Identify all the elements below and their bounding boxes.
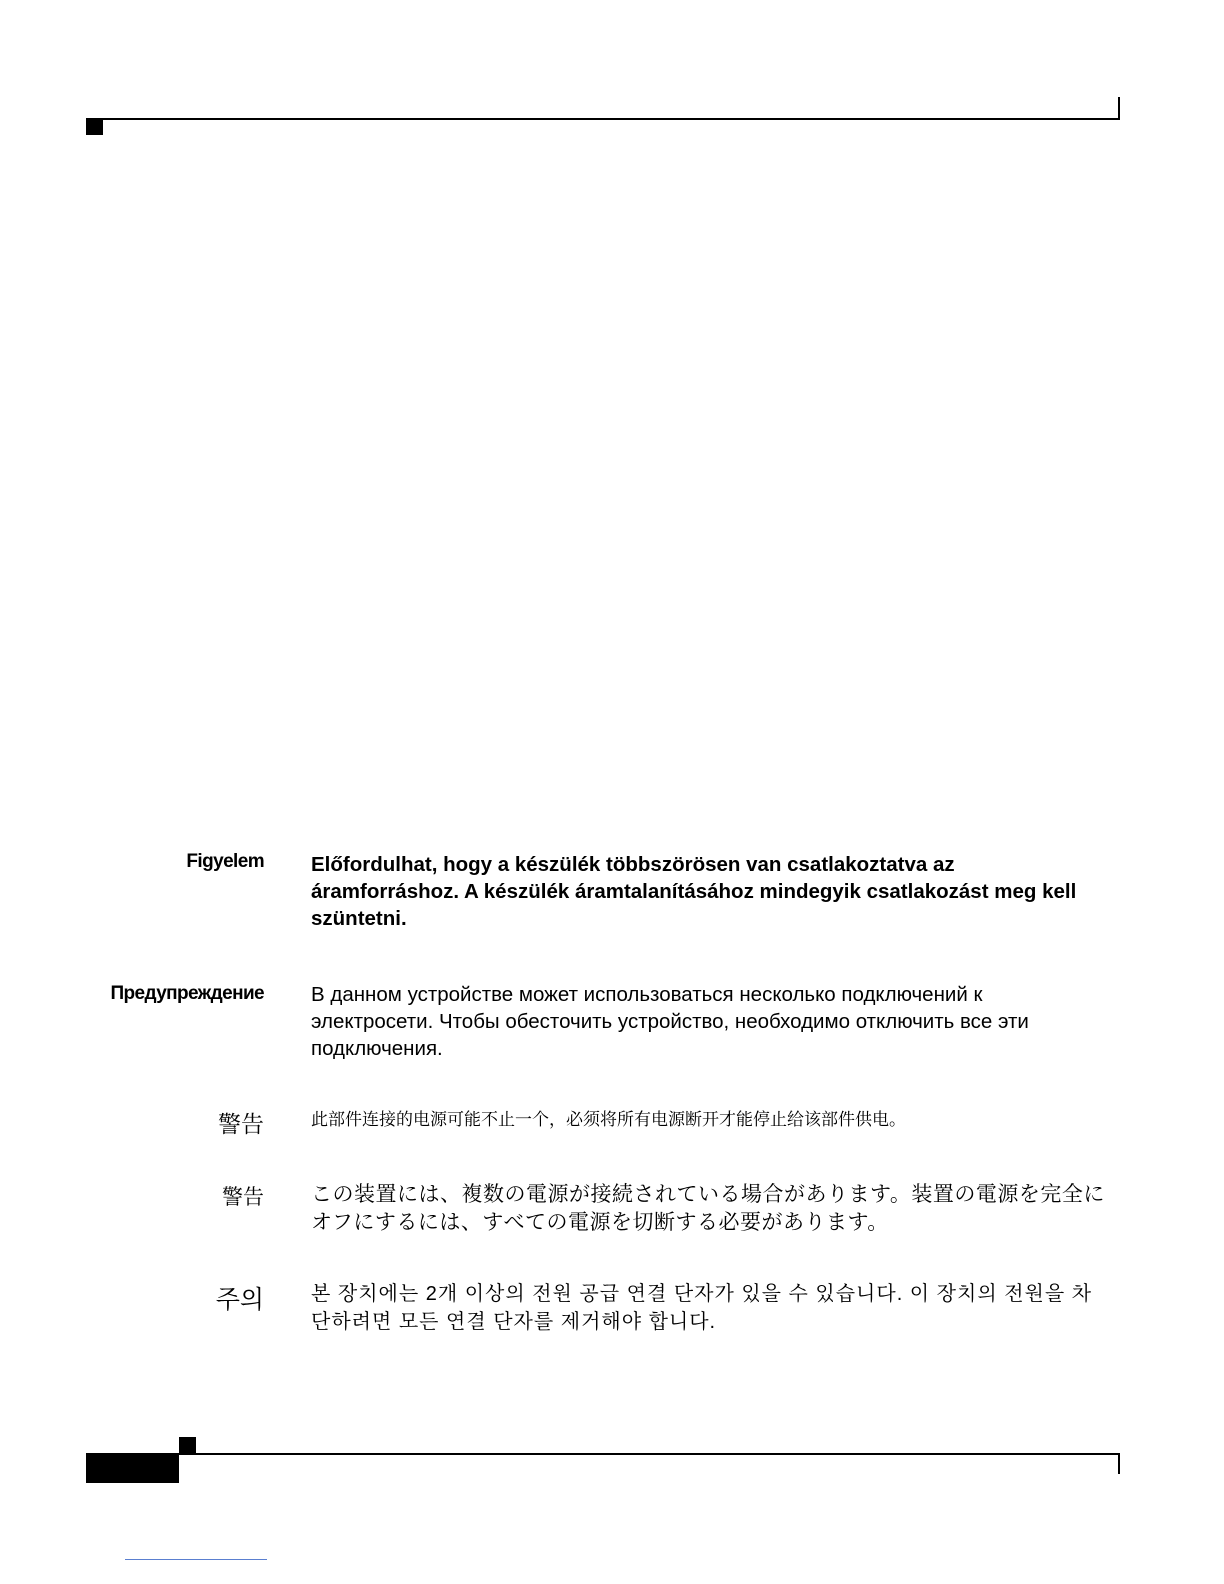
footer-page-tab bbox=[86, 1454, 179, 1483]
warning-text: この装置には、複数の電源が接続されている場合があります。装置の電源を完全にオフにするには、すべての電源を切断する必要があります。 bbox=[311, 1183, 1105, 1234]
footer-right-tick bbox=[1118, 1454, 1120, 1474]
header-rule bbox=[86, 118, 1120, 120]
footer-rule bbox=[86, 1453, 1120, 1455]
warning-label: 警告 bbox=[218, 1111, 264, 1137]
warning-text: 此部件连接的电源可能不止一个，必须将所有电源断开才能停止给该部件供电。 bbox=[311, 1110, 906, 1129]
footer-link-underline[interactable] bbox=[125, 1559, 267, 1560]
warning-label: Figyelem bbox=[186, 851, 264, 872]
warning-text: В данном устройстве может использоваться несколько подключений к электросети. Чтобы обесточить устройство, необходимо отключить все эти подключения. bbox=[311, 983, 1029, 1060]
warning-text: 본 장치에는 2개 이상의 전원 공급 연결 단자가 있을 수 있습니다. 이 장치의 전원을 차단하려면 모든 연결 단자를 제거해야 합니다. bbox=[311, 1283, 1093, 1333]
warning-text: Előfordulhat, hogy a készülék többszörösen van csatlakoztatva az áramforráshoz. A készülék áramtalanításához mindegyik csatlakozást meg kell szüntetni. bbox=[311, 853, 1077, 930]
warning-label: Предупреждение bbox=[110, 983, 264, 1004]
warning-label: 警告 bbox=[222, 1186, 264, 1209]
footer-small-marker bbox=[179, 1437, 196, 1454]
header-right-tick bbox=[1118, 97, 1120, 119]
header-corner-marker bbox=[86, 118, 103, 135]
warning-label: 주의 bbox=[215, 1286, 264, 1314]
